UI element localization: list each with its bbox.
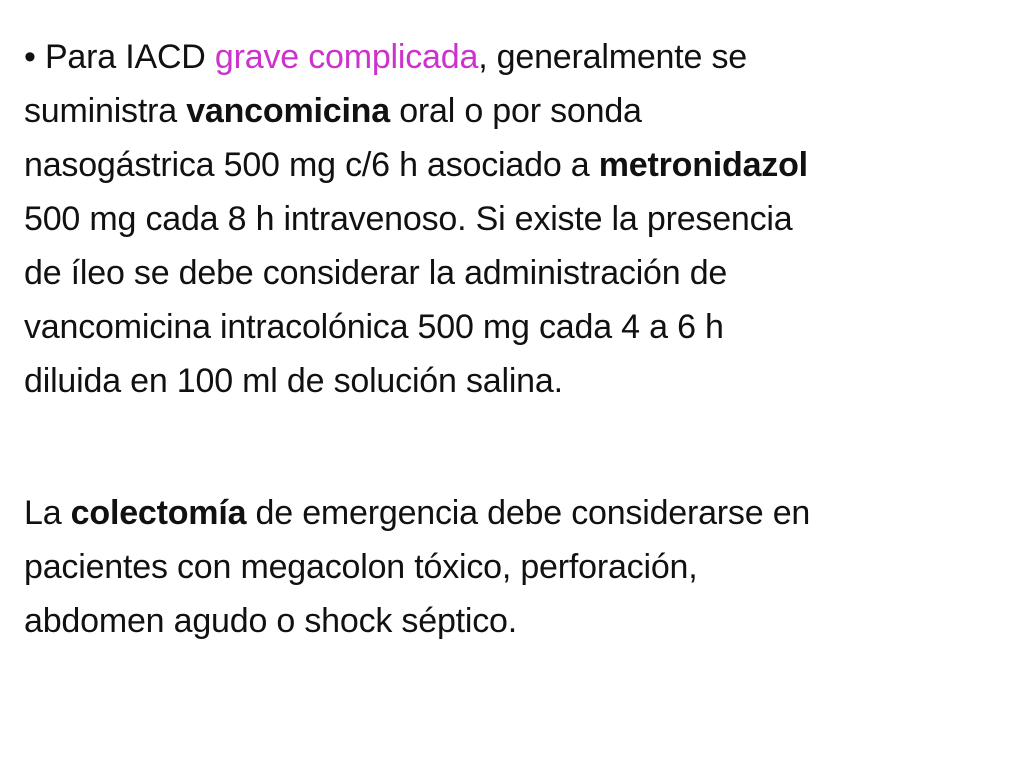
text-line [24, 486, 1014, 540]
text-segment: de emergencia debe considerarse en [246, 494, 811, 532]
bold-term: metronidazol [598, 146, 808, 184]
text-line [24, 30, 1014, 84]
bold-term: vancomicina [186, 92, 390, 130]
text-line: 500 mg cada 8 h intravenoso. Si existe la presencia [24, 200, 793, 238]
text-line: vancomicina intracolónica 500 mg cada 4 a 6 h [24, 308, 724, 346]
surgery-paragraph [24, 486, 1014, 648]
text-segment: suministra [24, 92, 187, 130]
text-line: de íleo se debe considerar la administración de [24, 254, 728, 292]
bold-term: colectomía [70, 494, 247, 532]
text-line: pacientes con megacolon tóxico, perforación, [24, 548, 698, 586]
text-segment: nasogástrica 500 mg c/6 h asociado a [24, 146, 599, 184]
text-segment: La [24, 494, 71, 532]
highlighted-term: grave complicada [214, 38, 479, 76]
text-line: diluida en 100 ml de solución salina. [24, 362, 563, 400]
text-segment: • Para IACD [24, 38, 215, 76]
text-line [24, 138, 1014, 192]
text-line [24, 84, 1014, 138]
treatment-paragraph [24, 30, 1014, 408]
text-segment: oral o por sonda [389, 92, 642, 130]
text-line: abdomen agudo o shock séptico. [24, 602, 518, 640]
text-segment: , generalmente se [478, 38, 747, 76]
